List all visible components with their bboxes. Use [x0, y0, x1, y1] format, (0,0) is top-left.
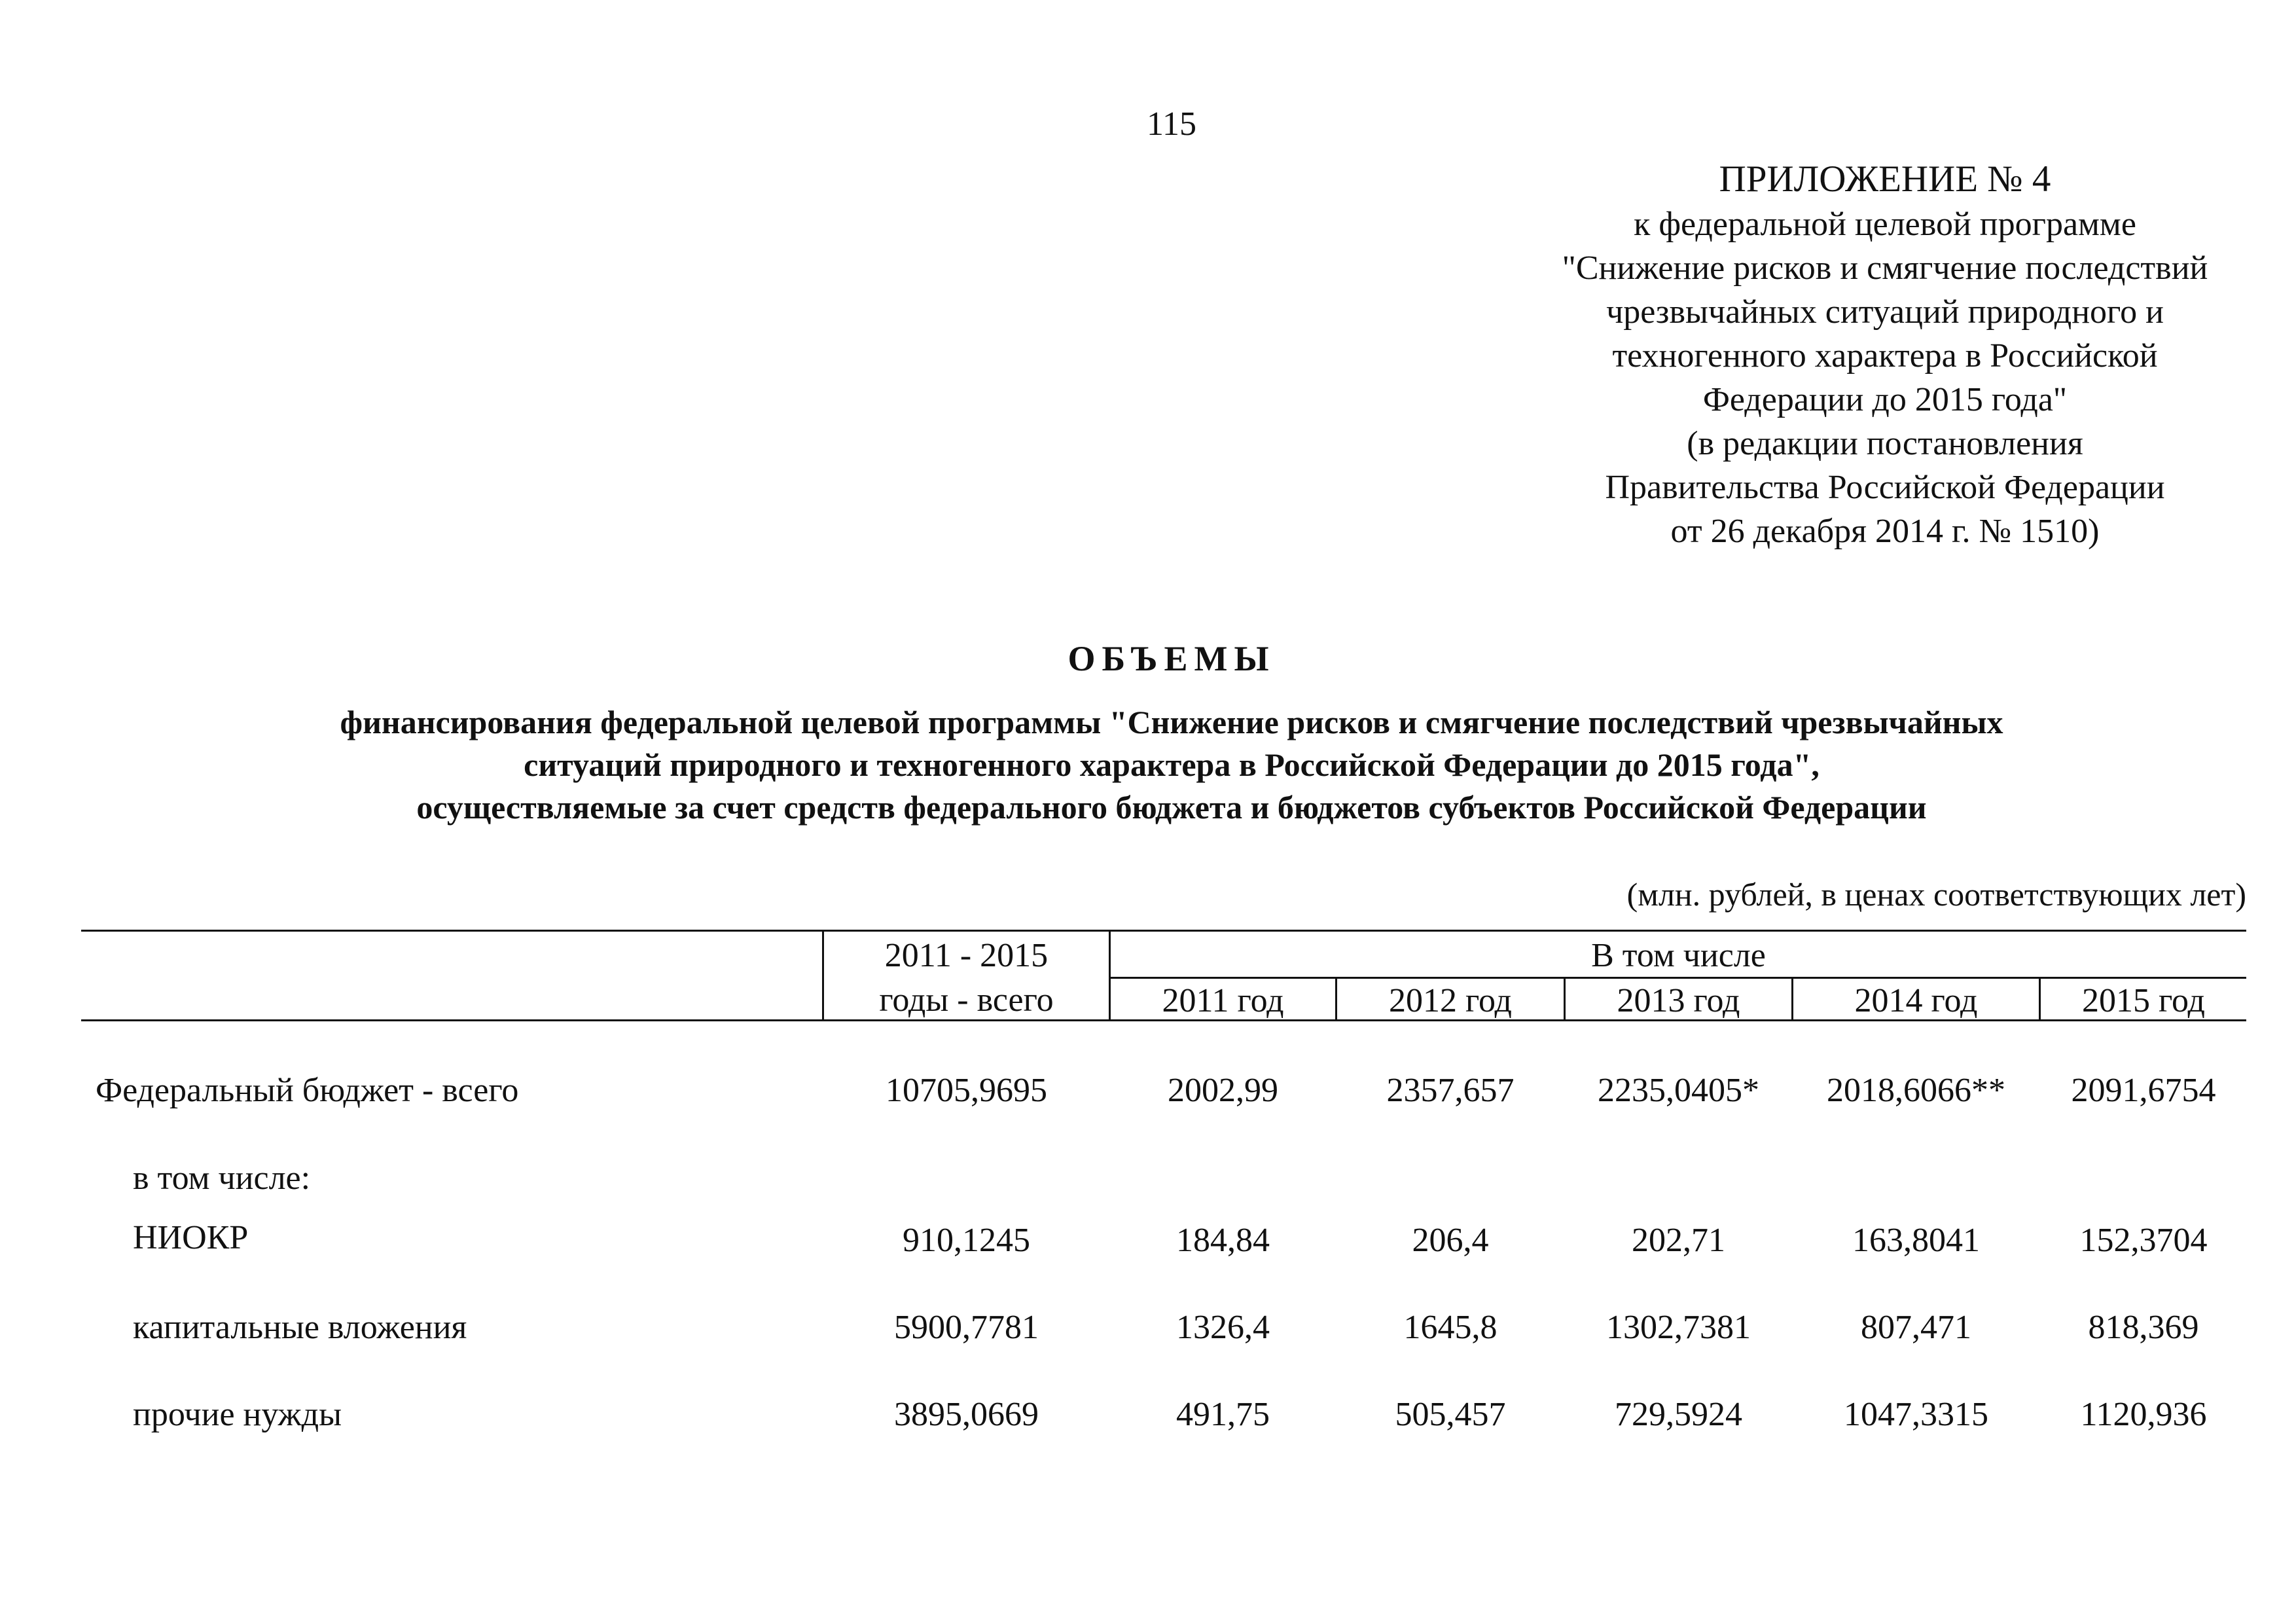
- appendix-line: (в редакции постановления: [1687, 425, 2083, 462]
- group-column-header: В том числе: [1591, 937, 1766, 974]
- table-cell: 1645,8: [1403, 1309, 1498, 1346]
- year-column-header: 2012 год: [1389, 982, 1512, 1019]
- table-cell: 2018,6066**: [1827, 1072, 2005, 1109]
- table-cell: 10705,9695: [886, 1072, 1047, 1109]
- table-cell: 1302,7381: [1606, 1309, 1751, 1346]
- total-column-header: 2011 - 2015: [884, 937, 1049, 974]
- appendix-line: от 26 декабря 2014 г. № 1510): [1670, 513, 2100, 550]
- table-cell: 184,84: [1176, 1222, 1270, 1259]
- table-cell: 206,4: [1412, 1222, 1489, 1259]
- table-row-label: прочие нужды: [133, 1396, 342, 1433]
- table-cell: 505,457: [1395, 1396, 1506, 1433]
- table-cell: 2002,99: [1168, 1072, 1278, 1109]
- table-row-label: капитальные вложения: [133, 1309, 467, 1346]
- subtitle-line: осуществляемые за счет средств федерального бюджета и бюджетов субъектов Российской Федерации: [416, 789, 1927, 826]
- document-title: ОБЪЕМЫ: [1067, 639, 1276, 678]
- year-column-header: 2015 год: [2082, 982, 2205, 1019]
- appendix-line: чрезвычайных ситуаций природного и: [1606, 293, 2164, 331]
- appendix-line: к федеральной целевой программе: [1634, 206, 2136, 243]
- year-column-header: 2011 год: [1162, 982, 1284, 1019]
- year-column-header: 2013 год: [1617, 982, 1740, 1019]
- table-cell: 2235,0405*: [1598, 1072, 1759, 1109]
- table-cell: 1326,4: [1176, 1309, 1270, 1346]
- table-cell: 163,8041: [1852, 1222, 1980, 1259]
- table-row-label: Федеральный бюджет - всего: [96, 1072, 519, 1109]
- table-top-rule: [81, 930, 2246, 932]
- table-cell: 202,71: [1632, 1222, 1725, 1259]
- table-cell: 2357,657: [1386, 1072, 1515, 1109]
- year-column-header: 2014 год: [1854, 982, 1978, 1019]
- appendix-title: ПРИЛОЖЕНИЕ № 4: [1719, 158, 2051, 200]
- table-cell: 491,75: [1176, 1396, 1270, 1433]
- appendix-line: Правительства Российской Федерации: [1605, 469, 2165, 506]
- table-cell: 152,3704: [2079, 1222, 2208, 1259]
- table-cell: 1120,936: [2080, 1396, 2207, 1433]
- table-cell: 3895,0669: [894, 1396, 1039, 1433]
- table-cell: 2091,6754: [2071, 1072, 2216, 1109]
- total-column-header: годы - всего: [879, 981, 1054, 1019]
- table-cell: 818,369: [2088, 1309, 2199, 1346]
- appendix-line: Федерации до 2015 года": [1702, 381, 2068, 418]
- group-header-rule: [1109, 977, 2246, 979]
- table-cell: 729,5924: [1615, 1396, 1742, 1433]
- appendix-line: "Снижение рисков и смягчение последствий: [1562, 249, 2208, 287]
- units-note: (млн. рублей, в ценах соответствующих лет): [1626, 876, 2246, 913]
- table-cell: 807,471: [1861, 1309, 1971, 1346]
- appendix-line: техногенного характера в Российской: [1612, 337, 2158, 374]
- table-cell: 1047,3315: [1844, 1396, 1988, 1433]
- table-row-label: НИОКР: [133, 1219, 249, 1256]
- table-cell: 910,1245: [903, 1222, 1030, 1259]
- table-row-label: в том числе:: [133, 1159, 311, 1197]
- subtitle-line: финансирования федеральной целевой программы "Снижение рисков и смягчение последствий чрезвычайных: [340, 704, 2003, 740]
- table-cell: 5900,7781: [894, 1309, 1039, 1346]
- page-number: 115: [1146, 105, 1197, 143]
- subtitle-line: ситуаций природного и техногенного характера в Российской Федерации до 2015 года",: [524, 746, 1820, 783]
